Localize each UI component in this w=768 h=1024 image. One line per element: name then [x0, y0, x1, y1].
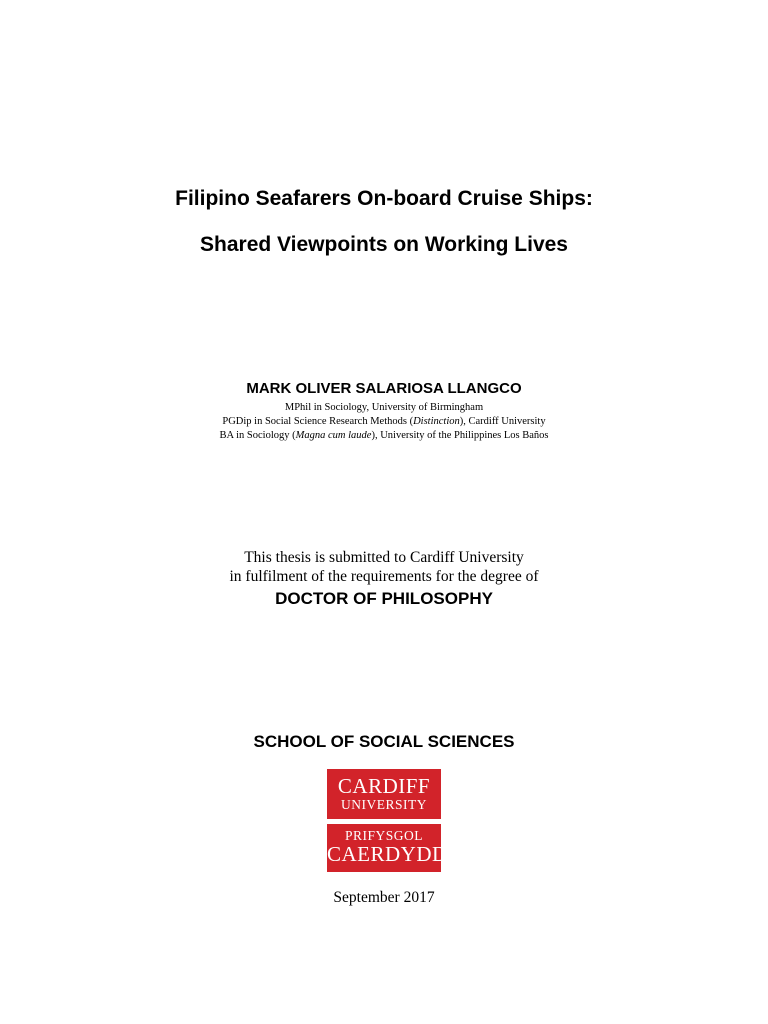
- credential-line: [0, 415, 768, 429]
- credential-honour: Distinction: [413, 416, 460, 427]
- credential-line: [0, 429, 768, 443]
- degree-name: DOCTOR OF PHILOSOPHY: [275, 589, 493, 608]
- credential-honour: Magna cum laude: [295, 430, 372, 441]
- credential-text: PGDip in Social Science Research Methods (: [222, 416, 414, 427]
- logo-text-cardiff: CARDIFF: [337, 774, 431, 798]
- school-name: SCHOOL OF SOCIAL SCIENCES: [253, 732, 515, 751]
- university-logo-bottom: [327, 824, 448, 872]
- logo-text-university: UNIVERSITY: [341, 797, 427, 812]
- statement-line-2: in fulfilment of the requirements for the degree of: [229, 568, 539, 585]
- title-line-2: Shared Viewpoints on Working Lives: [200, 233, 568, 256]
- credential-text: BA in Sociology (: [219, 430, 296, 441]
- credential-line: [0, 401, 768, 415]
- logo-text-prifysgol: PRIFYSGOL: [344, 828, 424, 843]
- logo-text-caerdydd: CAERDYDD: [327, 842, 448, 866]
- author-name: MARK OLIVER SALARIOSA LLANGCO: [246, 380, 522, 397]
- credential-text: ), University of the Philippines Los Baños: [371, 430, 549, 441]
- submission-date: September 2017: [333, 889, 435, 906]
- credential-text: MPhil in Sociology, University of Birmingham: [284, 402, 484, 413]
- statement-line-1: This thesis is submitted to Cardiff University: [244, 549, 524, 566]
- university-logo-top: [327, 769, 441, 819]
- credential-text: ), Cardiff University: [459, 416, 546, 427]
- title-line-1: Filipino Seafarers On-board Cruise Ships:: [175, 187, 593, 210]
